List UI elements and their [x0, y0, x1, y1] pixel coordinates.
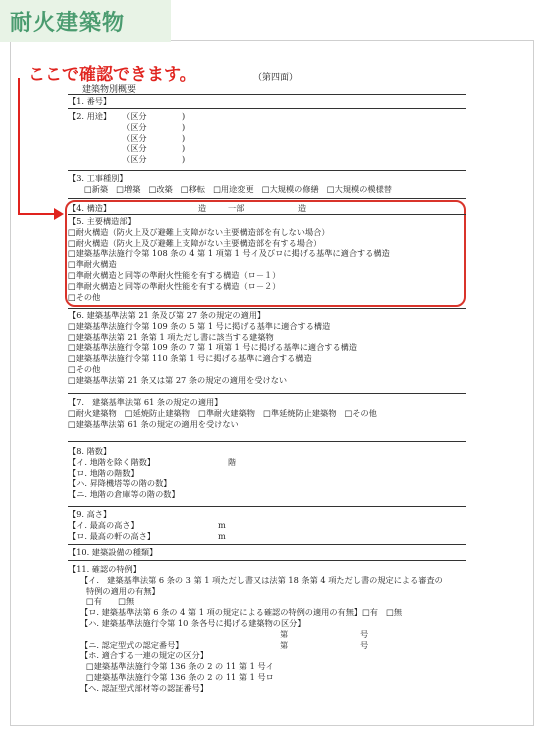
divider [68, 308, 466, 309]
section-confirmation-exception: 【11. 確認の特例】 【イ. 建築基準法第 6 条の 3 第 1 項ただし書又は法第 18 条第 4 項ただし書の規定による審査の 特例の適用の有無】 □有 □無 【ロ. 建築基準法第 6 条の 4 第 1 項の規定による確認の特例の適用の有無】□有 □無 【ハ. 建築基準法施行令第 10 条各号に掲げる建築物の区分】 第 号 【ニ. 認定型式の認定番号】 第 号 【ホ. 適合する一連の規定の区分】 □建築基準法施行令第 136 条の 2 の 11 第 1 号イ □建築基準法施行令第 136 条の 2 の 11 第 1 号ロ 【ヘ. 認証型式部材等の認証番号】 [68, 564, 443, 693]
section-main-structure: 【5. 主要構造部】 □耐火構造（防火上及び避難上支障がない主要構造部を有しない場合） □耐火構造（防火上及び避難上支障がない主要構造部を有する場合） □建築基準法施行令第 108 条の 4 第 1 項第 1 号イ及びロに掲げる基準に適合する構造 □準耐火構造 □準耐火構造と同等の準耐火性能を有する構造（ロ－１） □準耐火構造と同等の準耐火性能を有する構造（ロ－２） □その他 [68, 216, 390, 302]
section-height: 【9. 高さ】 【イ. 最高の高さ】 m 【ロ. 最高の軒の高さ】 m [68, 509, 226, 541]
section-use: 【2. 用途】 （区分 ) （区分 ) （区分 ) （区分 ) （区分 ) [68, 111, 186, 165]
section-article-21-27: 【6. 建築基準法第 21 条及び第 27 条の規定の適用】 □建築基準法施行令第 109 条の 5 第 1 号に掲げる基準に適合する構造 □建築基準法第 21 条第 1 項ただし書に該当する建築物 □建築基準法施行令第 109 条の 7 第 1 項第 1 号に掲げる基準に適合する構造 □建築基準法施行令第 110 条第 1 号に掲げる基準に適合する構造 □その他 □建築基準法第 21 条又は第 27 条の規定の適用を受けない [68, 310, 358, 385]
title-tag [0, 0, 171, 42]
divider [68, 198, 466, 199]
arrow-icon [54, 208, 64, 220]
divider [68, 214, 466, 215]
page-number: （第四面） [253, 73, 299, 83]
tag-title: 耐火建築物 [10, 11, 126, 36]
section-number: 【1. 番号】 [68, 96, 112, 106]
divider [68, 393, 466, 394]
divider [68, 441, 466, 442]
section-equipment: 【10. 建築設備の種類】 [68, 547, 158, 557]
section-structure: 【4. 構造】 造 一部 造 [68, 203, 307, 213]
divider [68, 94, 466, 95]
divider [68, 108, 466, 109]
divider [68, 560, 466, 561]
divider [68, 544, 466, 545]
annotation-arrow-line [18, 78, 20, 214]
divider [68, 506, 466, 507]
divider [68, 170, 466, 171]
annotation-arrow-line [18, 213, 58, 215]
section-article-61: 【7. 建築基準法第 61 条の規定の適用】 □耐火建築物 □延焼防止建築物 □準耐火建築物 □準延焼防止建築物 □その他 □建築基準法第 61 条の規定の適用を受けない [68, 397, 377, 429]
section-floors: 【8. 階数】 【イ. 地階を除く階数】 階 【ロ. 地階の階数】 【ハ. 昇降機塔等の階の数】 【ニ. 地階の倉庫等の階の数】 [68, 446, 237, 500]
document-title: 建築物別概要 [82, 85, 137, 95]
annotation-text: ここで確認できます。 [28, 65, 197, 85]
section-work-type: 【3. 工事種別】 □新築 □増築 □改築 □移転 □用途変更 □大規模の修繕 □大規模の模様替 [68, 173, 392, 194]
